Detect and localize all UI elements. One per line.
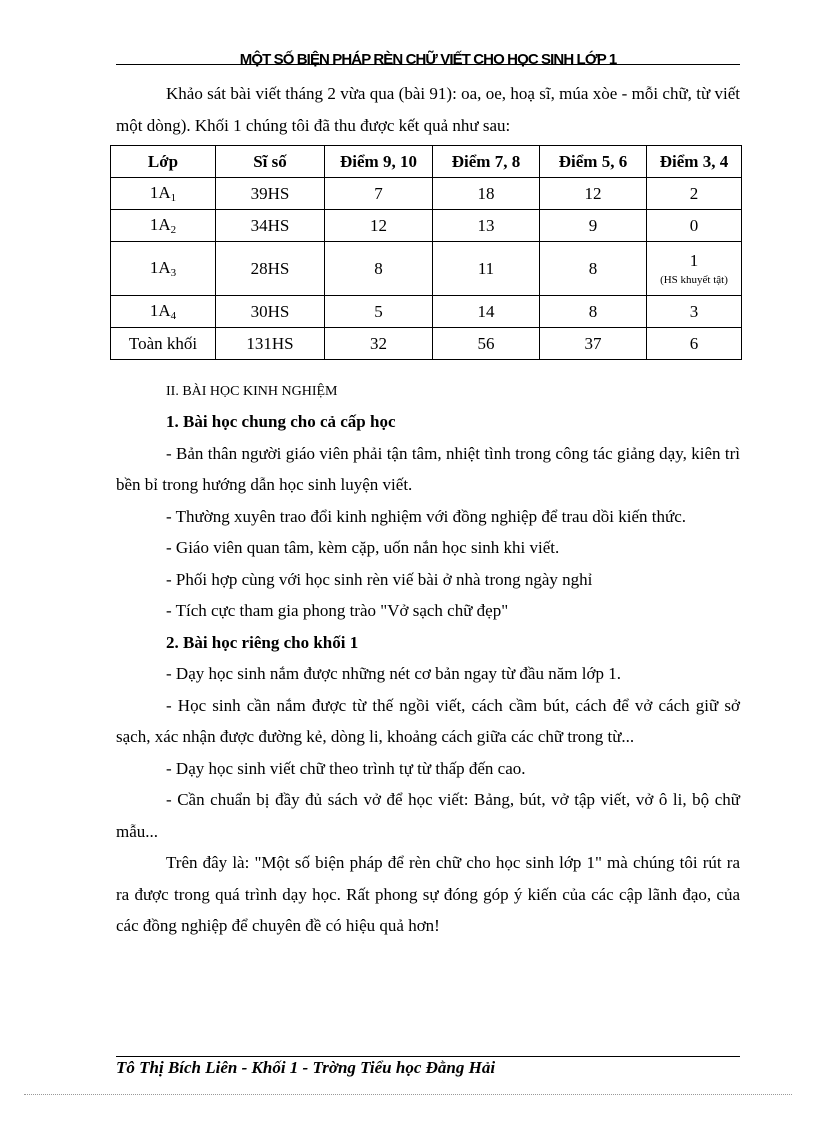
subsection-heading: 2. Bài học riêng cho khối 1 — [166, 632, 359, 652]
class-cell: $1A_3$ — [111, 242, 216, 296]
score-cell: 8 — [540, 296, 647, 328]
score-cell: 8 — [540, 242, 647, 296]
size-cell: 131HS — [216, 328, 325, 360]
conclusion-paragraph: Trên đây là: "Một số biện pháp để rèn chữ cho học sinh lớp 1" mà chúng tôi rút ra ra được trong quá trình dạy học. Rất phong sự đóng góp ý kiến của các cập lãnh đạo, của các đồng nghiệp để chuyên đề có hiệu quả hơn! — [116, 853, 740, 935]
score-cell: 7 — [325, 178, 433, 210]
table-row — [111, 296, 742, 328]
list-item: - Dạy học sinh viết chữ theo trình tự từ thấp đến cao. — [166, 758, 526, 778]
score-cell: 8 — [325, 242, 433, 296]
score-cell: 13 — [433, 210, 540, 242]
list-item: - Dạy học sinh nắm được những nét cơ bản ngay từ đầu năm lớp 1. — [166, 664, 621, 683]
column-header: Điểm 9, 10 — [325, 146, 433, 178]
document-body — [116, 78, 740, 942]
score-cell: 3 — [647, 296, 742, 328]
size-cell: 34HS — [216, 210, 325, 242]
score-cell: 14 — [433, 296, 540, 328]
table-row-total — [111, 328, 742, 360]
list-item: - Thường xuyên trao đổi kinh nghiệm với đồng nghiệp để trau dồi kiến thức. — [166, 506, 687, 526]
section-heading: II. BÀI HỌC KINH NGHIỆM — [166, 384, 338, 399]
table-row — [111, 242, 742, 296]
page-bottom-edge — [24, 1094, 792, 1095]
score-cell: 32 — [325, 328, 433, 360]
score-cell: 5 — [325, 296, 433, 328]
column-header: Điểm 7, 8 — [433, 146, 540, 178]
list-item: - Bản thân người giáo viên phải tận tâm, nhiệt tình trong công tác giảng dạy, kiên trì bền bỉ trong hướng dẫn học sinh luyện viết. — [116, 443, 740, 494]
page-footer: Tô Thị Bích Liên - Khối 1 - Trờng Tiểu học Đằng Hải — [116, 1058, 496, 1077]
class-cell: $1A_1$ — [111, 178, 216, 210]
list-item: - Học sinh cần nắm được từ thế ngồi viết, cách cầm bút, cách để vở cách giữ sở sạch, xác nhận được đường kẻ, dòng li, khoảng cách giữa các chữ trong từ... — [116, 695, 740, 746]
score-cell: 0 — [647, 210, 742, 242]
list-item: - Cần chuẩn bị đầy đủ sách vở để học viết: Bảng, bút, vở tập viết, vở ô li, bộ chữ mẫu... — [116, 790, 740, 841]
table-row — [111, 210, 742, 242]
score-cell: 1 (HS khuyết tật) — [647, 242, 742, 296]
results-table — [110, 145, 742, 360]
list-item: - Giáo viên quan tâm, kèm cặp, uốn nắn học sinh khi viết. — [166, 538, 560, 557]
score-cell: 12 — [540, 178, 647, 210]
size-cell: 39HS — [216, 178, 325, 210]
score-cell: 37 — [540, 328, 647, 360]
column-header: Sĩ số — [216, 146, 325, 178]
class-cell: $1A_4$ — [111, 296, 216, 328]
intro-paragraph: Khảo sát bài viết tháng 2 vừa qua (bài 91): oa, oe, hoạ sĩ, múa xòe - mỗi chữ, từ viết một dòng). Khối 1 chúng tôi đã thu được kết quả như sau: — [116, 84, 740, 135]
column-header: Điểm 5, 6 — [540, 146, 647, 178]
score-cell: 18 — [433, 178, 540, 210]
class-cell: $1A_2$ — [111, 210, 216, 242]
page-header-title: MỘT SỐ BIỆN PHÁP RÈN CHỮ VIẾT CHO HỌC SINH LỚP 1 — [239, 51, 617, 68]
column-header: Lớp — [111, 146, 216, 178]
table-row — [111, 178, 742, 210]
score-cell: 2 — [647, 178, 742, 210]
list-item: - Tích cực tham gia phong trào "Vở sạch chữ đẹp" — [166, 601, 509, 620]
footer-rule — [116, 1056, 740, 1057]
list-item: - Phối hợp cùng với học sinh rèn viế bài ở nhà trong ngày nghỉ — [166, 569, 593, 589]
score-cell: 56 — [433, 328, 540, 360]
score-cell: 9 — [540, 210, 647, 242]
header-rule — [116, 64, 740, 65]
class-cell: Toàn khối — [111, 328, 216, 360]
table-header-row — [111, 146, 742, 178]
subsection-heading: 1. Bài học chung cho cả cấp học — [166, 412, 396, 431]
score-cell: 12 — [325, 210, 433, 242]
size-cell: 30HS — [216, 296, 325, 328]
disability-note: (HS khuyết tật) — [660, 273, 728, 286]
score-cell: 11 — [433, 242, 540, 296]
column-header: Điểm 3, 4 — [647, 146, 742, 178]
score-cell: 6 — [647, 328, 742, 360]
size-cell: 28HS — [216, 242, 325, 296]
